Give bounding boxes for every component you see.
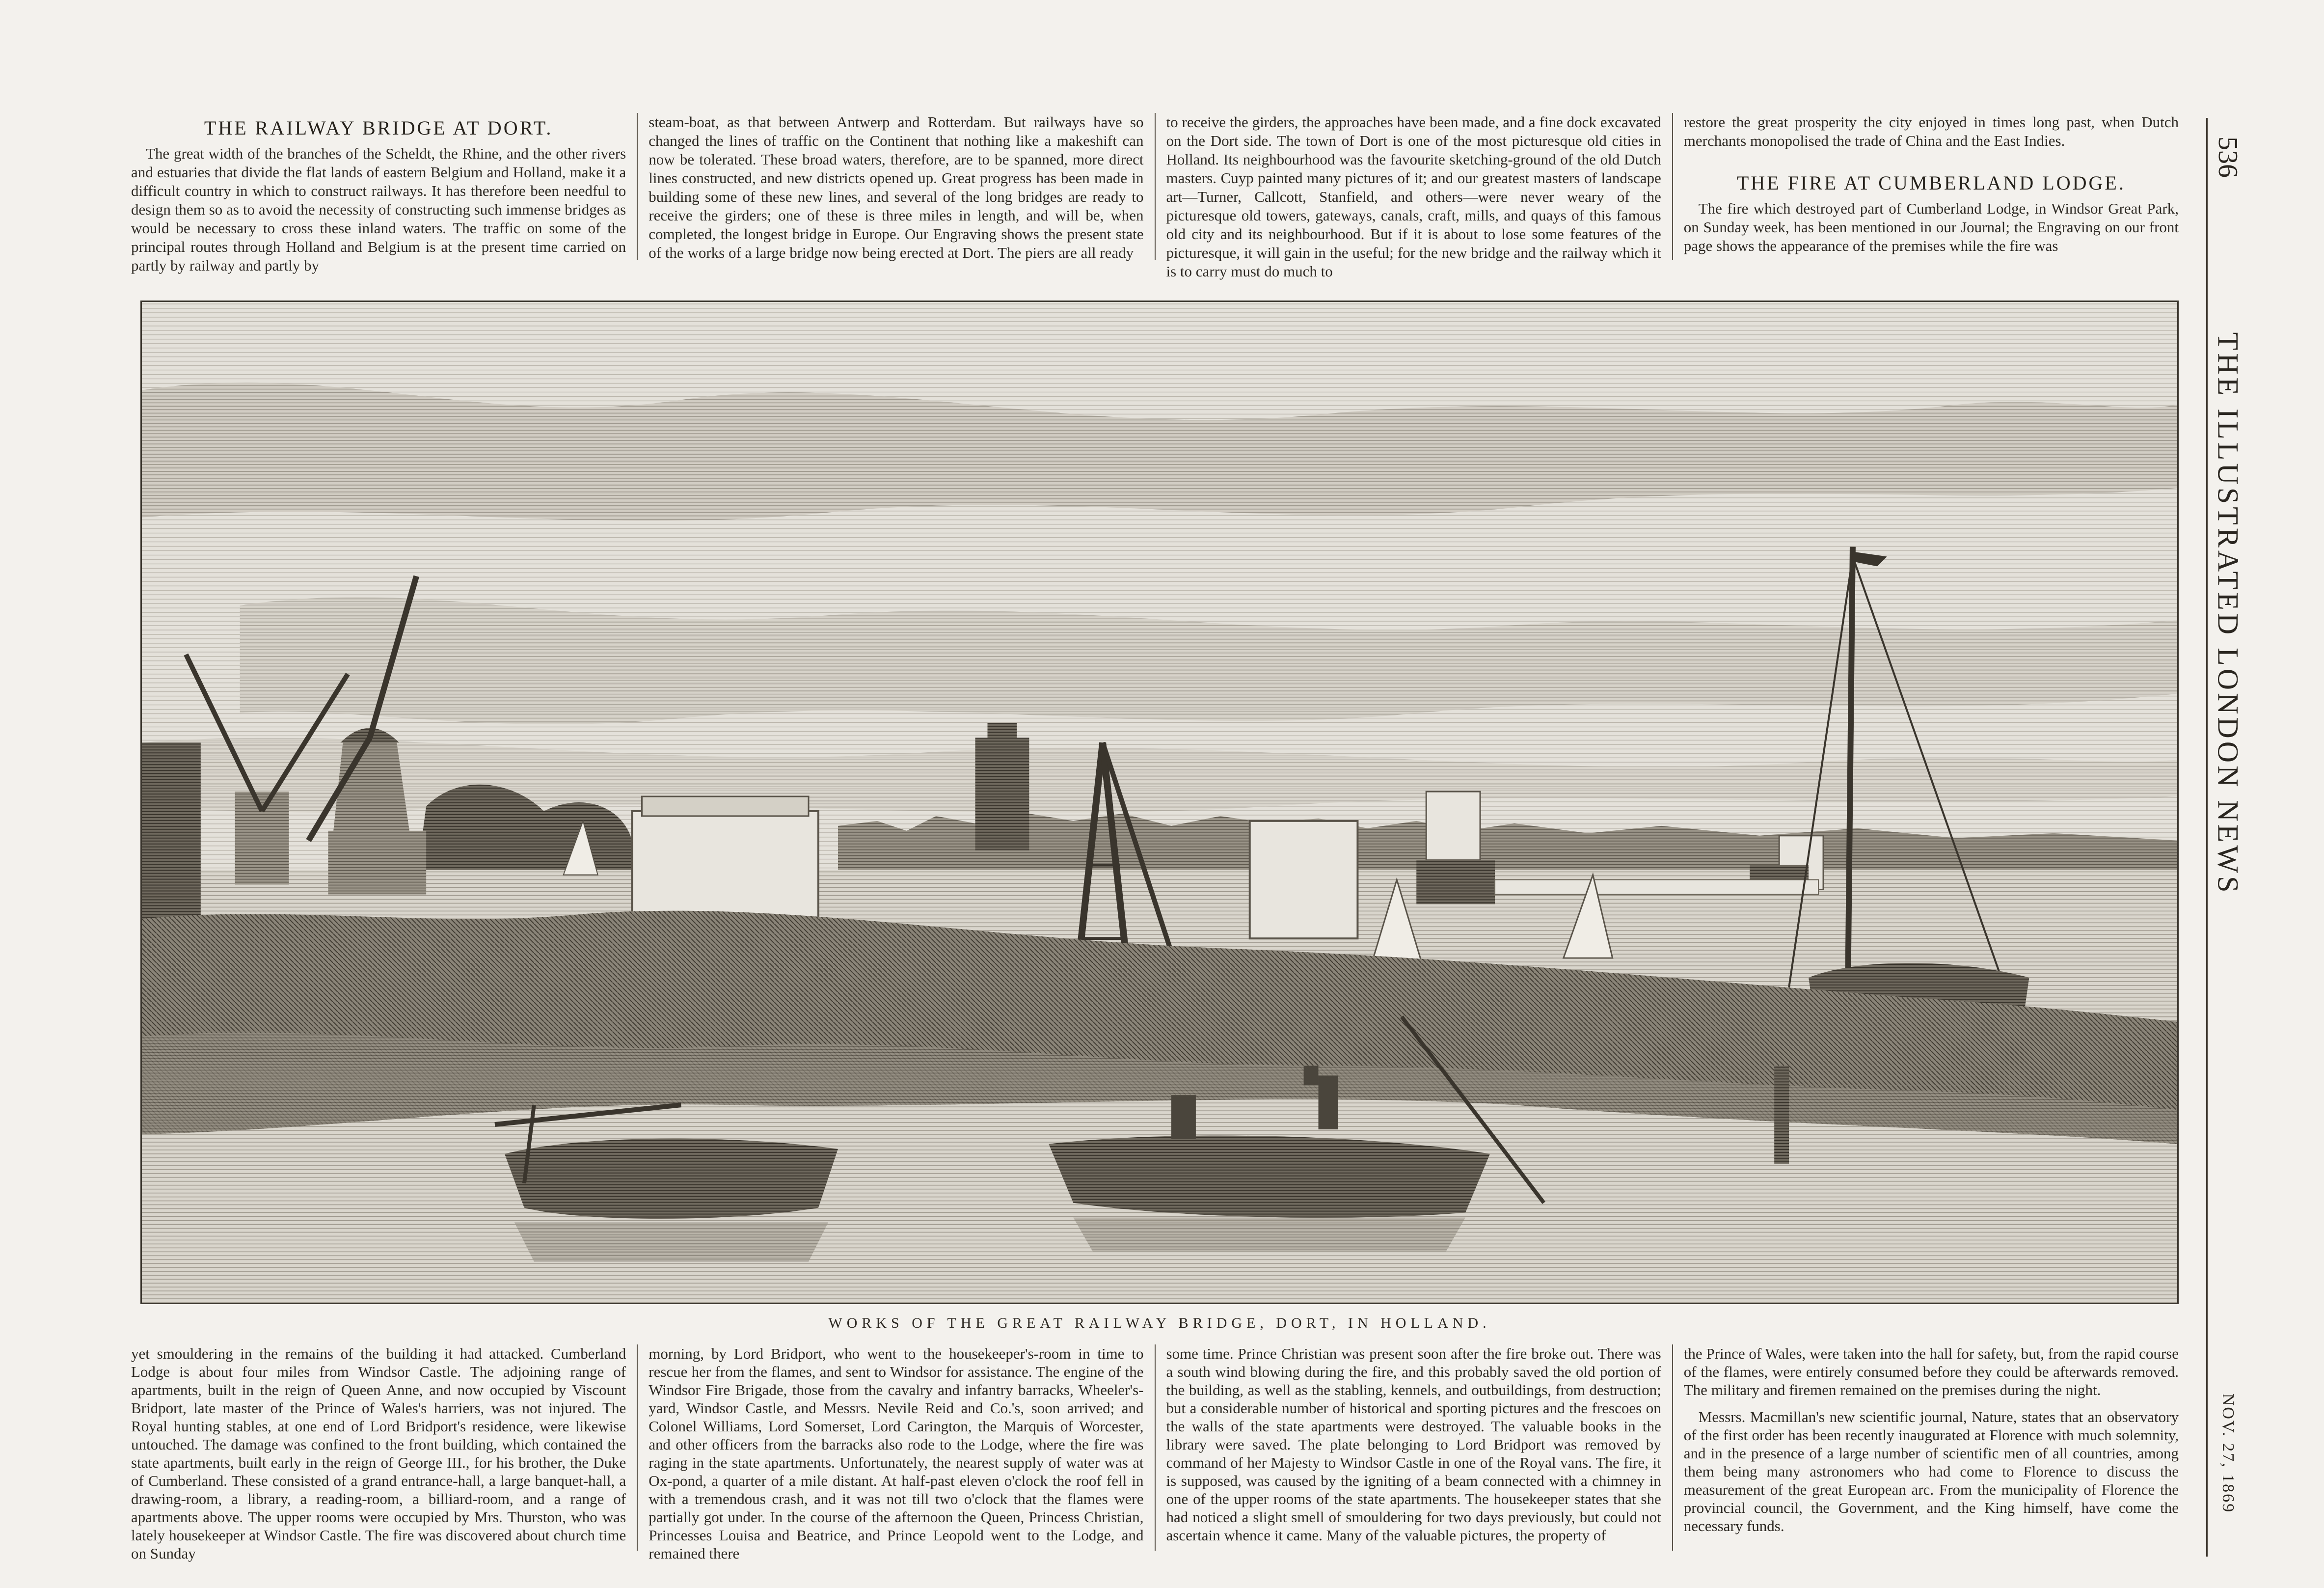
top-column-4: [1672, 113, 2189, 260]
issue-date: NOV. 27, 1869: [2219, 1393, 2237, 1514]
article-heading-cumberland-fire: THE FIRE AT CUMBERLAND LODGE.: [1736, 172, 2126, 194]
article-text: steam-boat, as that between Antwerp and Rotterdam. But railways have so changed the lines of traffic on the Continent that nothing like a makeshift can now be tolerated. These broad waters, therefore, are to be spanned, more direct lines constructed, and new districts opened up. Great progress has been made in building some of these new lines, and several of the long bridges are ready to receive the girders; one of these is three miles in length, and will be, when completed, the longest bridge in Europe. Our Engraving shows the present state of the works of a large bridge now being erected at Dort. The piers are all ready: [649, 113, 1144, 261]
bottom-column-2: [637, 1344, 1154, 1562]
running-head-rule: [2206, 118, 2208, 1557]
rowing-boat-icon: [505, 1139, 838, 1219]
article-text: The fire which destroyed part of Cumberland Lodge, in Windsor Great Park, on Sunday week, has been mentioned in our Journal; the Engraving on our front page shows the appearance of the premises while the fire was: [1683, 200, 2179, 254]
page-number: 536: [2213, 137, 2243, 178]
top-text-band: [120, 113, 2189, 280]
article-text: to receive the girders, the approaches have been made, and a fine dock excavated on the Dort side. The town of Dort is one of the most picturesque old cities in Holland. Its neighbourhood was the favourite sketching-ground of the old Dutch masters. Cuyp painted many pictures of it; and our greatest masters of landscape art—Turner, Callcott, Stanfield, and others—were never weary of the picturesque old towers, gateways, canals, craft, mills, and quays of this famous old city and its neighbourhood. But if it is about to lose some features of the picturesque, it will gain in the useful; for the new bridge and the railway which it is to carry must do much to: [1166, 113, 1661, 280]
rowing-boat-icon: [1049, 1136, 1490, 1218]
article-text: The great width of the branches of the Scheldt, the Rhine, and the other rivers and estuaries that divide the flat lands of eastern Belgium and Holland, make it a difficult country in which to construct railways. It has therefore been needful to design them so as to avoid the necessity of constructing such immense bridges as would be necessary to cross these inland waters. The traffic on some of the principal routes through Holland and Belgium is at the present time carried on partly by railway and partly by: [131, 145, 626, 274]
masthead-title: THE ILLUSTRATED LONDON NEWS: [2212, 332, 2244, 896]
engraving-dort-bridge: [140, 301, 2179, 1304]
bottom-column-3: [1155, 1344, 1672, 1551]
top-column-1: [120, 113, 637, 274]
engraving-illustration: [142, 302, 2177, 1303]
article-text: restore the great prosperity the city enjoyed in times long past, when Dutch merchants monopolised the trade of China and the East Indies.: [1683, 113, 2179, 149]
article-text: morning, by Lord Bridport, who went to the housekeeper's-room in time to rescue her from the flames, and sent to Windsor for assistance. The engine of the Windsor Fire Brigade, those from the cavalry and infantry barracks, Wheeler's-yard, Windsor Castle, and Messrs. Nevile Reid and Co.'s, soon arrived; and Colonel Williams, Lord Somerset, Lord Carington, the Marquis of Worcester, and other officers from the barracks also rode to the Lodge, where the fire was raging in the state apartments. Unfortunately, the nearest supply of water was at Ox-pond, a quarter of a mile distant. At half-past eleven o'clock the roof fell in with a tremendous crash, and it was not till two o'clock that the flames were partially got under. In the course of the afternoon the Queen, Princess Christian, Princesses Louisa and Beatrice, and Prince Leopold went to the Lodge, and remained there: [649, 1345, 1144, 1562]
article-heading-railway-bridge: THE RAILWAY BRIDGE AT DORT.: [204, 117, 553, 139]
top-column-2: [637, 113, 1154, 260]
engraving-caption: WORKS OF THE GREAT RAILWAY BRIDGE, DORT, IN HOLLAND.: [828, 1315, 1491, 1331]
article-text: the Prince of Wales, were taken into the hall for safety, but, from the rapid course of the flames, were entirely consumed before they could be afterwards removed. The military and firemen remained on the premises during the night.: [1683, 1345, 2179, 1398]
bottom-column-4: [1672, 1344, 2189, 1551]
article-text: some time. Prince Christian was present soon after the fire broke out. There was a south wind blowing during the fire, and this probably saved the old portion of the building, as well as the stabling, kennels, and outbuildings, from destruction; but a considerable number of historical and sporting pictures and the frescoes on the walls of the state apartments were destroyed. The valuable books in the library were saved. The plate belonging to Lord Bridport was removed by command of her Majesty to Windsor Castle in one of the Royal vans. The fire, it is supposed, was caused by the igniting of a beam connected with a chimney in one of the upper rooms of the state apartments. The housekeeper states that she had noticed a slight smell of smouldering for two days previously, but could not ascertain whence it came. Many of the valuable pictures, the property of: [1166, 1345, 1661, 1544]
top-column-3: [1155, 113, 1672, 280]
article-text: yet smouldering in the remains of the building it had attacked. Cumberland Lodge is about four miles from Windsor Castle. The adjoining range of apartments, built in the reign of Queen Anne, and now occupied by Viscount Bridport, late master of the Prince of Wales's harriers, was not injured. The Royal hunting stables, at one end of Lord Bridport's residence, were likewise untouched. The damage was confined to the front building, which contained the state apartments, built early in the reign of George III., for his brother, the Duke of Cumberland. These consisted of a grand entrance-hall, a large banquet-hall, a drawing-room, a library, a reading-room, a billiard-room, and a range of apartments above. The upper rooms were occupied by Mrs. Thurston, who was lately housekeeper at Windsor Castle. The fire was discovered about church time on Sunday: [131, 1345, 626, 1562]
bottom-text-band: [120, 1344, 2189, 1562]
article-text: Messrs. Macmillan's new scientific journal, Nature, states that an observatory of the first order has been recently inaugurated at Florence with much solemnity, and in the presence of a large number of scientific men of all countries, among them being many astronomers who had come to Florence to discuss the measurement of the great European arc. From the municipality of Florence the provincial council, the Government, and the King himself, have come the necessary funds.: [1683, 1408, 2179, 1534]
bottom-column-1: [120, 1344, 637, 1562]
